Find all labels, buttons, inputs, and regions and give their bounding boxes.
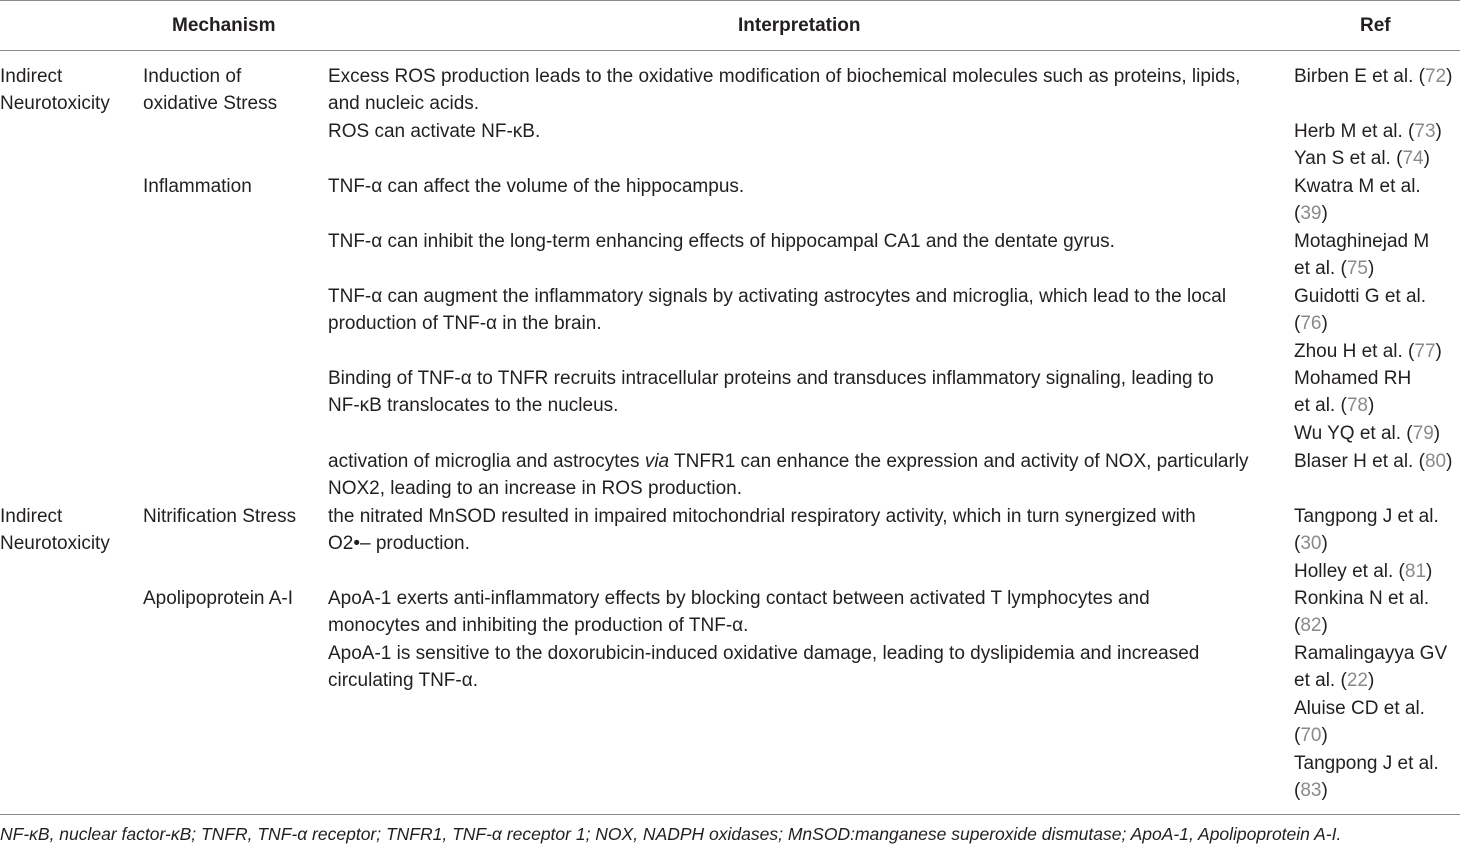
ref-entry: Herb M et al. (73) xyxy=(1294,121,1442,142)
ref-link[interactable]: 73 xyxy=(1414,121,1436,142)
interpretation-cell: the nitrated MnSOD resulted in impaired mitochondrial respiratory activity, which in turn synergized with O2•– production. xyxy=(328,506,1196,555)
table-footnote: NF-κB, nuclear factor-κB; TNFR, TNF-α receptor; TNFR1, TNF-α receptor 1; NOX, NADPH oxidases; MnSOD:manganese superoxide dismutase; ApoA-1, Apolipoprotein A-I. xyxy=(0,824,1342,844)
ref-entry: Holley et al. (81) xyxy=(1294,561,1433,582)
mechanism-oxidative-stress: Induction of oxidative Stress xyxy=(143,66,278,115)
ref-link[interactable]: 72 xyxy=(1424,66,1447,87)
ref-entry: Ronkina N et al. (82) xyxy=(1294,588,1430,637)
ref-entry: Aluise CD et al. (70) xyxy=(1294,698,1425,747)
ref-entry: Yan S et al. (74) xyxy=(1294,148,1430,169)
ref-link[interactable]: 22 xyxy=(1346,670,1368,692)
ref-entry: Zhou H et al. (77) xyxy=(1294,341,1442,362)
interpretation-cell: activation of microglia and astrocytes via TNFR1 can enhance the expression and activity of NOX, particularly NOX2, leading to an increase in ROS production. xyxy=(328,451,1249,500)
ref-entry: Tangpong J et al. (30) xyxy=(1294,506,1439,555)
ref-link[interactable]: 30 xyxy=(1300,533,1322,555)
group-label: Indirect Neurotoxicity xyxy=(0,506,110,555)
bottom-rule xyxy=(0,814,1460,815)
ref-link[interactable]: 78 xyxy=(1346,395,1368,417)
header-mechanism: Mechanism xyxy=(172,15,276,36)
interpretation-cell: TNF-α can affect the volume of the hippocampus. xyxy=(328,176,745,197)
mechanism-inflammation: Inflammation xyxy=(143,176,252,197)
interpretation-cell: Binding of TNF-α to TNFR recruits intracellular proteins and transduces inflammatory signaling, leading to NF-κB translocates to the nucleus. xyxy=(328,368,1214,417)
ref-entry: Ramalingayya GV et al. (22) xyxy=(1294,643,1448,692)
ref-link[interactable]: 82 xyxy=(1300,615,1322,637)
mechanism-apolipoprotein: Apolipoprotein A-I xyxy=(143,588,293,609)
interpretation-cell: TNF-α can inhibit the long-term enhancing effects of hippocampal CA1 and the dentate gyrus. xyxy=(328,231,1115,252)
ref-entry: Wu YQ et al. (79) xyxy=(1294,423,1441,444)
ref-entry: Motaghinejad M et al. (75) xyxy=(1294,231,1430,280)
interpretation-cell: ApoA-1 is sensitive to the doxorubicin-induced oxidative damage, leading to dyslipidemia and increased circulating TNF-α. xyxy=(328,643,1200,692)
ref-link[interactable]: 75 xyxy=(1346,258,1368,280)
interpretation-cell: TNF-α can augment the inflammatory signals by activating astrocytes and microglia, which lead to the local production of TNF-α in the brain. xyxy=(328,286,1227,335)
ref-entry: Kwatra M et al. (39) xyxy=(1294,176,1421,225)
ref-link[interactable]: 77 xyxy=(1414,341,1436,362)
ref-entry: Tangpong J et al. (83) xyxy=(1294,753,1439,802)
header-ref: Ref xyxy=(1360,15,1391,36)
header-rule xyxy=(0,50,1460,51)
ref-link[interactable]: 39 xyxy=(1300,203,1322,225)
interpretation-cell: ROS can activate NF-κB. xyxy=(328,121,541,142)
header-interpretation: Interpretation xyxy=(738,15,861,36)
ref-entry: Blaser H et al. (80) xyxy=(1294,451,1453,472)
ref-link[interactable]: 83 xyxy=(1300,780,1322,802)
ref-link[interactable]: 80 xyxy=(1424,451,1447,472)
ref-link[interactable]: 79 xyxy=(1412,423,1434,444)
ref-link[interactable]: 74 xyxy=(1402,148,1424,169)
mechanism-nitrification-stress: Nitrification Stress xyxy=(143,506,297,527)
ref-link[interactable]: 81 xyxy=(1404,561,1427,582)
ref-entry: Guidotti G et al. (76) xyxy=(1294,286,1427,335)
interpretation-cell: ApoA-1 exerts anti-inflammatory effects by blocking contact between activated T lymphocytes and monocytes and inhibiting the production of TNF-α. xyxy=(328,588,1150,637)
ref-link[interactable]: 76 xyxy=(1300,313,1322,335)
ref-entry: Mohamed RH et al. (78) xyxy=(1294,368,1412,417)
ref-entry: Birben E et al. (72) xyxy=(1294,66,1453,87)
ref-link[interactable]: 70 xyxy=(1300,725,1322,747)
top-rule xyxy=(0,0,1460,1)
group-label: Indirect Neurotoxicity xyxy=(0,66,110,115)
interpretation-cell: Excess ROS production leads to the oxidative modification of biochemical molecules such as proteins, lipids, and nucleic acids. xyxy=(328,66,1241,115)
